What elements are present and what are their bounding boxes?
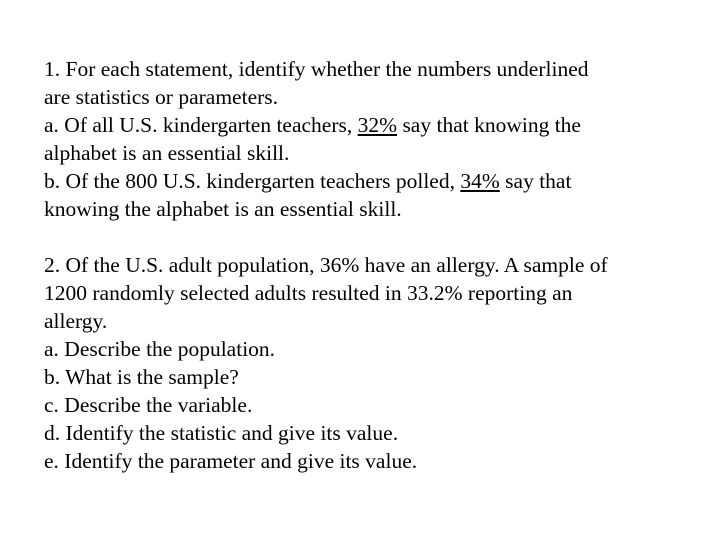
q1b-text-post: say that — [499, 169, 572, 193]
q1b-line-1 — [44, 167, 704, 195]
q2-item-a: a. Describe the population. — [44, 337, 276, 361]
q2-item-c: c. Describe the variable. — [44, 393, 253, 417]
q1b-line-2: knowing the alphabet is an essential skill. — [44, 197, 402, 221]
q1-line-2: are statistics or parameters. — [44, 85, 279, 109]
slide-content — [44, 55, 704, 475]
q2-item-e: e. Identify the parameter and give its value. — [44, 449, 418, 473]
paragraph-gap — [44, 223, 704, 251]
q1a-line-2: alphabet is an essential skill. — [44, 141, 290, 165]
q2-item-b: b. What is the sample? — [44, 365, 239, 389]
q1b-underlined-value: 34% — [460, 169, 500, 193]
q2-line-1: 2. Of the U.S. adult population, 36% have an allergy. A sample of — [44, 253, 608, 277]
q1a-text-post: say that knowing the — [397, 113, 581, 137]
q1a-text-pre: a. Of all U.S. kindergarten teachers, — [44, 113, 358, 137]
q1a-line-1 — [44, 111, 704, 139]
q1-line-1: 1. For each statement, identify whether the numbers underlined — [44, 57, 589, 81]
q1b-text-pre: b. Of the 800 U.S. kindergarten teachers polled, — [44, 169, 461, 193]
q2-item-d: d. Identify the statistic and give its value. — [44, 421, 399, 445]
q2-line-3: allergy. — [44, 309, 108, 333]
q1a-underlined-value: 32% — [357, 113, 398, 137]
q2-line-2: 1200 randomly selected adults resulted in 33.2% reporting an — [44, 281, 573, 305]
